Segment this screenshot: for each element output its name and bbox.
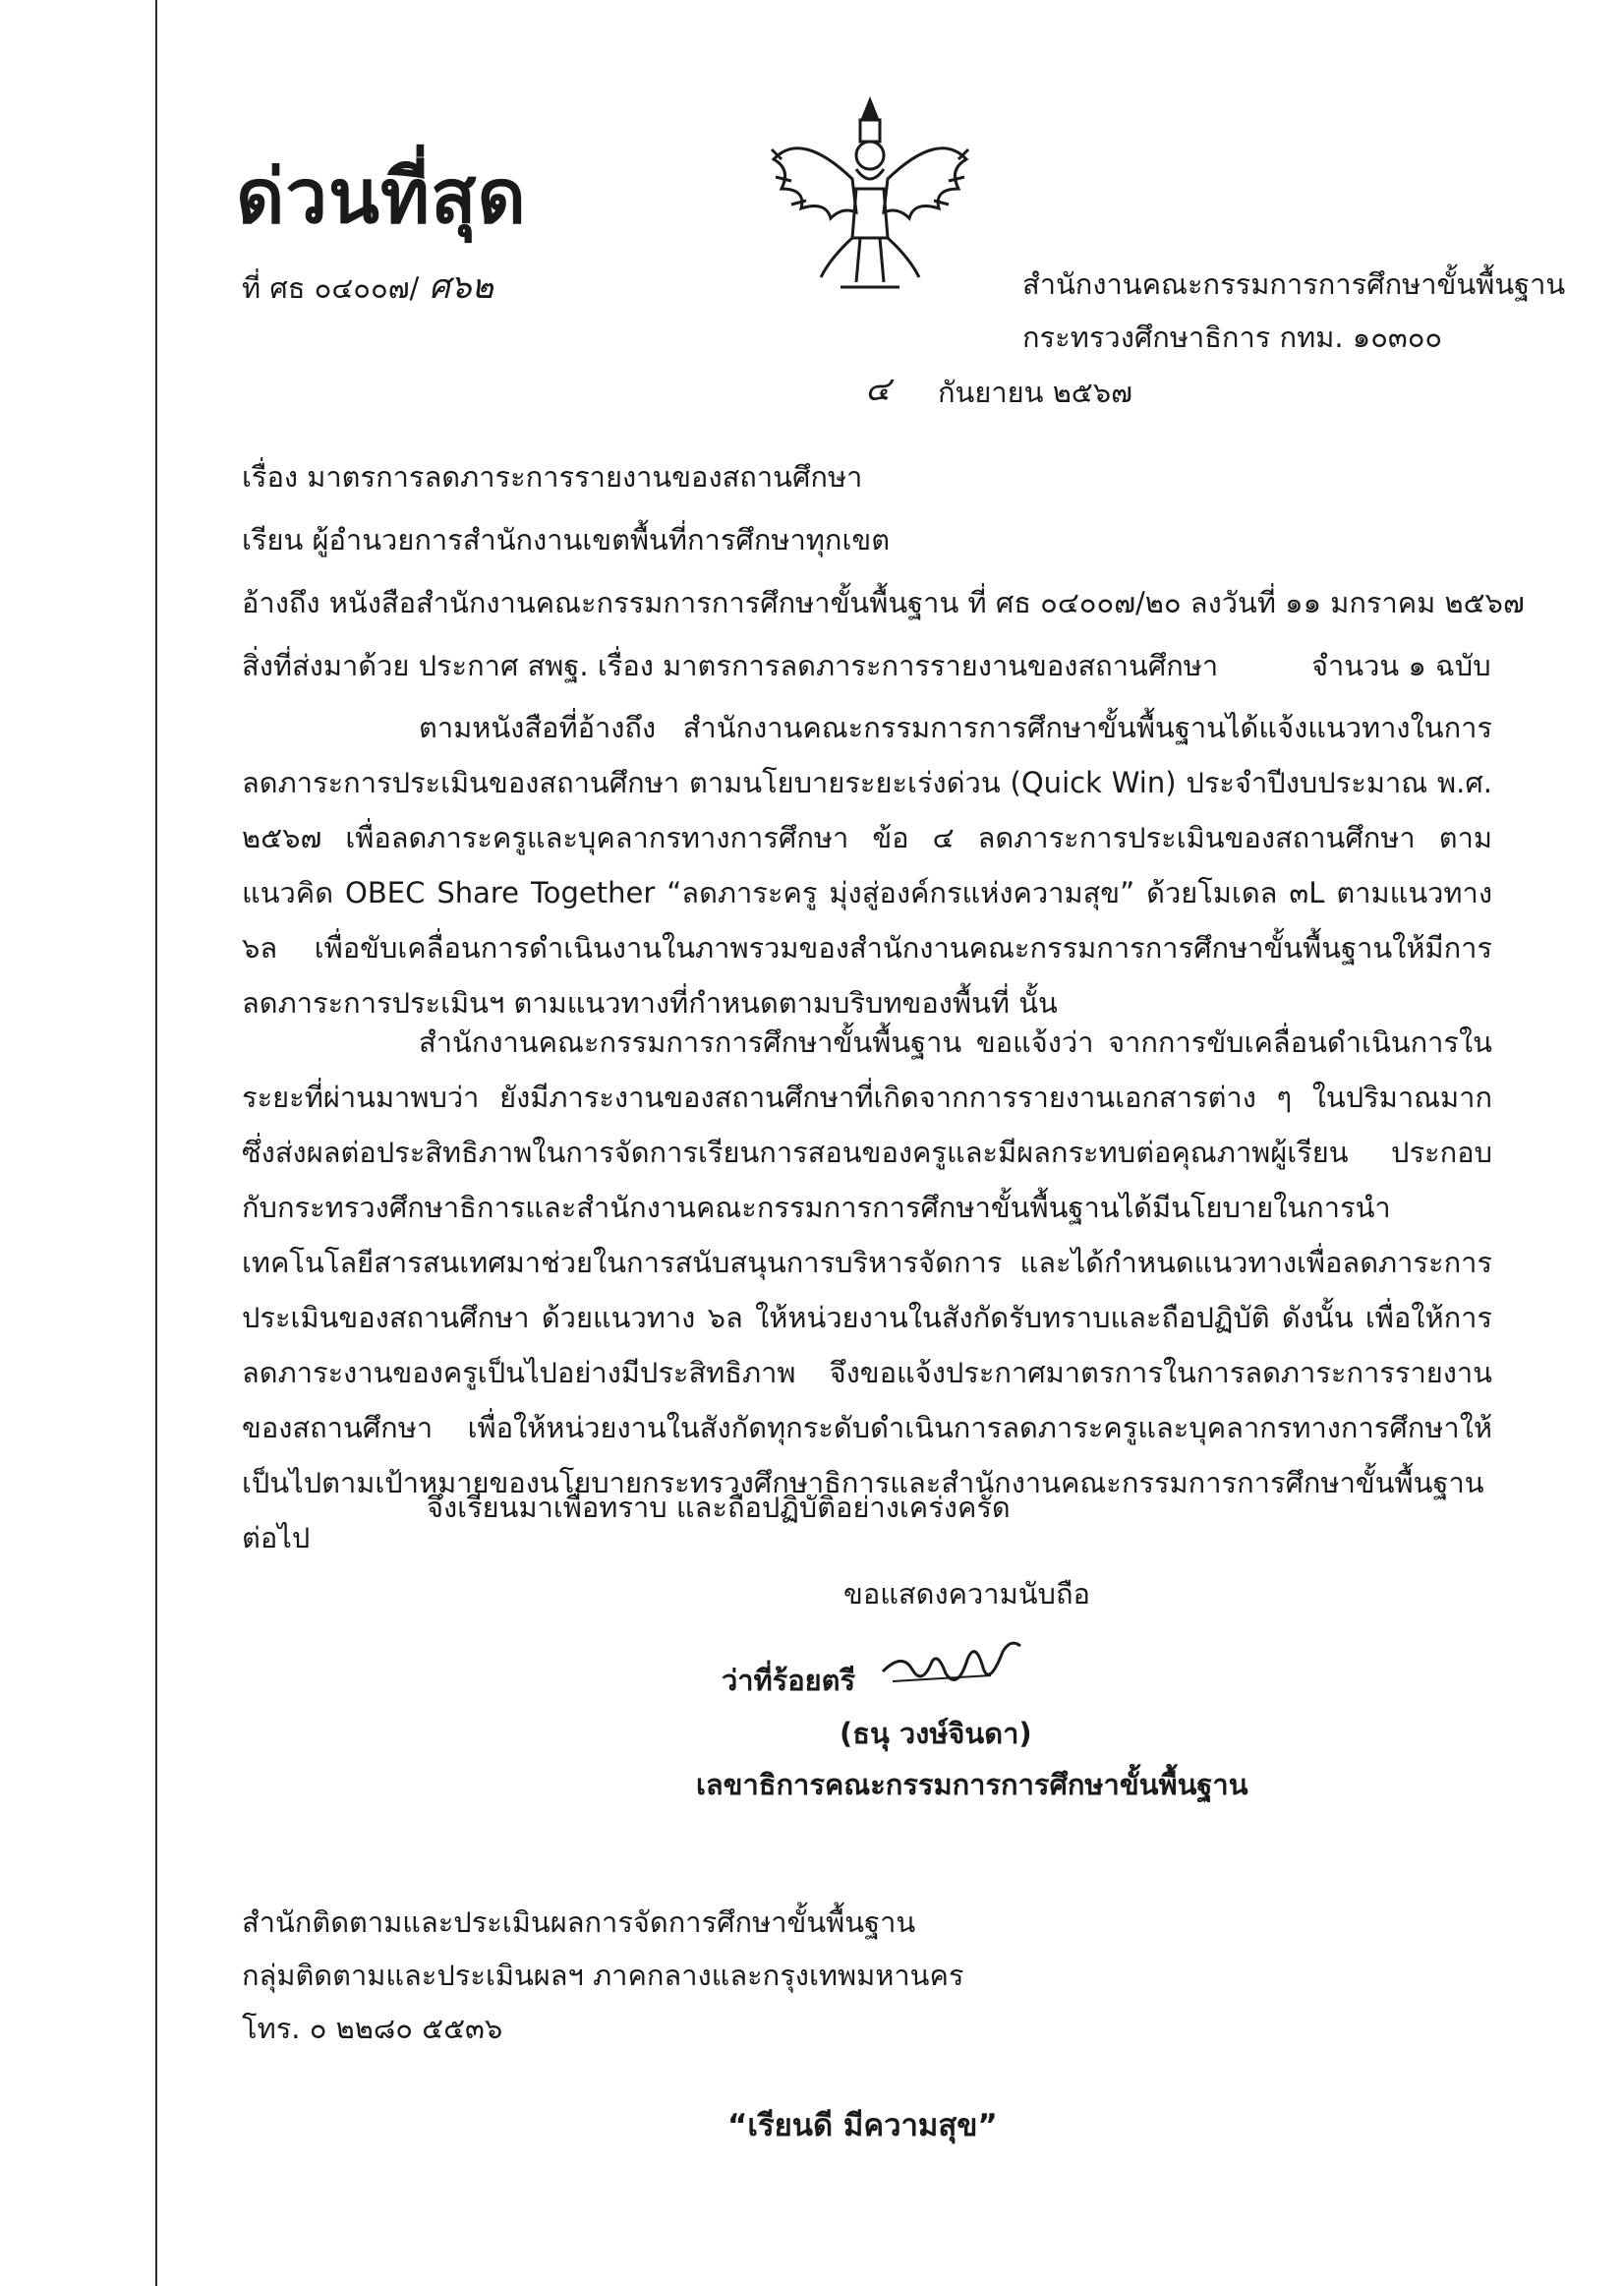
footer-office: สำนักติดตามและประเมินผลการจัดการศึกษาขั้นพื้นฐาน xyxy=(242,1905,916,1939)
reference-prefix: ที่ ศธ ๐๔๐๐๗/ xyxy=(242,271,420,305)
paragraph-text: สำนักงานคณะกรรมการการศึกษาขั้นพื้นฐาน ขอแจ้งว่า จากการขับเคลื่อนดำเนินการในระยะที่ผ่านมาพบว่า ยังมีภาระงานของสถานศึกษาที่เกิดจากการรายงานเอกสารต่าง ๆ ในปริมาณมาก ซึ่งส่งผลต่อประสิทธิภาพในการจัดการเรียนการสอนของครูและมีผลกระทบต่อคุณภาพผู้เรียน ประกอบกับกระทรวงศึกษาธิการและสำนักงานคณะกรรมการการศึกษาขั้นพื้นฐานได้มีนโยบายในการนำเทคโนโลยีสารสนเทศมาช่วยในการสนับสนุนการบริหารจัดการ และได้กำหนดแนวทางเพื่อลดภาระการประเมินของสถานศึกษา ด้วยแนวทาง ๖ล ให้หน่วยงานในสังกัดรับทราบและถือปฏิบัติ ดังนั้น เพื่อให้การลดภาระงานของครูเป็นไปอย่างมีประสิทธิภาพ จึงขอแจ้งประกาศมาตรการในการลดภาระการรายงานของสถานศึกษา เพื่อให้หน่วยงานในสังกัดทุกระดับดำเนินการลดภาระครูและบุคลากรทางการศึกษาให้เป็นไปตามเป้าหมายของนโยบายกระทรวงศึกษาธิการและสำนักงานคณะกรรมการการศึกษาขั้นพื้นฐานต่อไป xyxy=(242,1026,1492,1554)
date-day-handwritten: ๔ xyxy=(865,370,891,409)
reference-handwritten: ศ๖๒ xyxy=(429,267,493,307)
reference-line: อ้างถึง หนังสือสำนักงานคณะกรรมการการศึกษาขั้นพื้นฐาน ที่ ศธ ๐๔๐๐๗/๒๐ ลงวันที่ ๑๑ มกราคม ๒๕๖๗ xyxy=(242,586,1525,619)
body-paragraph-2 xyxy=(242,1015,1492,1565)
recipient-line: เรียน ผู้อำนวยการสำนักงานเขตพื้นที่การศึกษาทุกเขต xyxy=(242,523,891,557)
urgency-heading: ด่วนที่สุด xyxy=(236,152,527,240)
slogan: “เรียนดี มีความสุข” xyxy=(727,2108,998,2143)
footer-phone: โทร. ๐ ๒๒๘๐ ๕๕๓๖ xyxy=(242,2012,503,2045)
enclosure-count: จำนวน ๑ ฉบับ xyxy=(1311,649,1491,682)
date-month-year: กันยายน ๒๕๖๗ xyxy=(938,376,1132,409)
regards-line: ขอแสดงความนับถือ xyxy=(843,1577,1090,1611)
issuing-office-line1: สำนักงานคณะกรรมการการศึกษาขั้นพื้นฐาน xyxy=(1022,267,1566,301)
footer-group: กลุ่มติดตามและประเมินผลฯ ภาคกลางและกรุงเทพมหานคร xyxy=(242,1959,964,1992)
subject-line: เรื่อง มาตรการลดภาระการรายงานของสถานศึกษา xyxy=(242,460,863,494)
closing-line: จึงเรียนมาเพื่อทราบ และถือปฏิบัติอย่างเคร่งครัด xyxy=(427,1491,1011,1524)
paragraph-text: ตามหนังสือที่อ้างถึง สำนักงานคณะกรรมการการศึกษาขั้นพื้นฐานได้แจ้งแนวทางในการลดภาระการประเมินของสถานศึกษา ตามนโยบายระยะเร่งด่วน (Quick Win) ประจำปีงบประมาณ พ.ศ. ๒๕๖๗ เพื่อลดภาระครูและบุคลากรทางการศึกษา ข้อ ๔ ลดภาระการประเมินของสถานศึกษา ตามแนวคิด OBEC Share Together “ลดภาระครู มุ่งสู่องค์กรแห่งความสุข” ด้วยโมเดล ๓L ตามแนวทาง ๖ล เพื่อขับเคลื่อนการดำเนินงานในภาพรวมของสำนักงานคณะกรรมการการศึกษาขั้นพื้นฐานให้มีการลดภาระการประเมินฯ ตามแนวทางที่กำหนดตามบริบทของพื้นที่ นั้น xyxy=(242,711,1492,1020)
signer-position: เลขาธิการคณะกรรมการการศึกษาขั้นพื้นฐาน xyxy=(696,1768,1248,1801)
page-margin-line xyxy=(155,0,157,2286)
document-reference-number xyxy=(242,260,493,313)
issuing-office-line2: กระทรวงศึกษาธิการ กทม. ๑๐๓๐๐ xyxy=(1022,321,1443,354)
signer-rank: ว่าที่ร้อยตรี xyxy=(722,1664,856,1697)
handwritten-signature-icon xyxy=(873,1632,1030,1701)
body-paragraph-1 xyxy=(242,700,1492,1030)
signer-name: (ธนุ วงษ์จินดา) xyxy=(840,1717,1032,1750)
enclosure-line: สิ่งที่ส่งมาด้วย ประกาศ สพฐ. เรื่อง มาตรการลดภาระการรายงานของสถานศึกษา xyxy=(242,649,1219,682)
garuda-emblem-icon xyxy=(762,90,978,297)
